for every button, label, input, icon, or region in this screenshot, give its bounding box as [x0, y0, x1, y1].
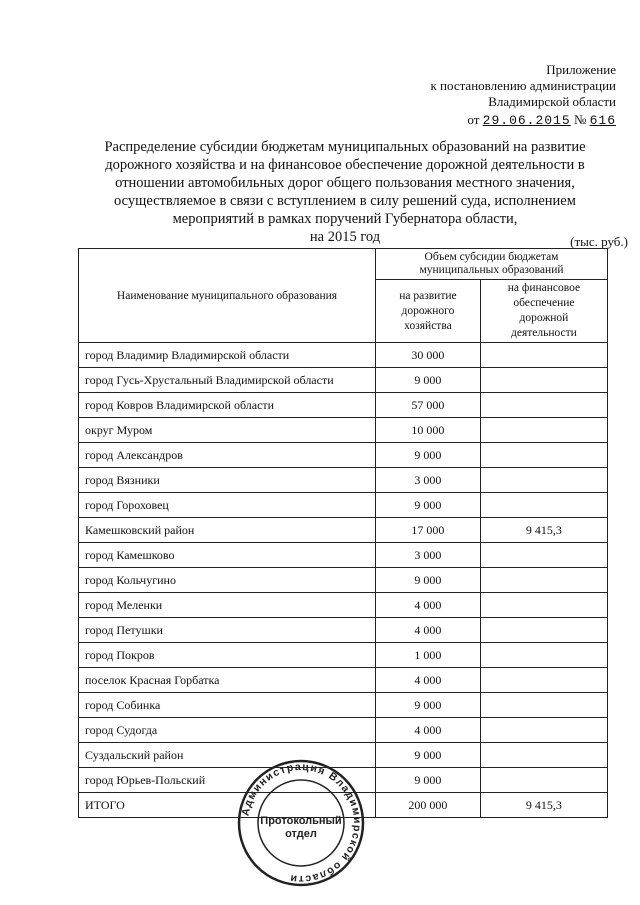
- appendix-title: Приложение: [546, 62, 616, 77]
- road-activity-value: [480, 618, 607, 643]
- road-activity-value: [480, 668, 607, 693]
- road-activity-value: [480, 568, 607, 593]
- road-activity-value: [480, 543, 607, 568]
- road-activity-value: [480, 643, 607, 668]
- header-text: Объем субсидии бюджетам: [424, 251, 559, 263]
- date-prefix: от: [467, 112, 480, 127]
- road-activity-value: [480, 593, 607, 618]
- municipality-name: город Меленки: [79, 593, 376, 618]
- stamp-ring-text: Администрация Владимирской области: [239, 760, 364, 886]
- stamp-center-line1: Протокольный: [260, 815, 342, 827]
- municipality-name: город Владимир Владимирской области: [79, 343, 376, 368]
- header-text: дорожной: [519, 312, 569, 324]
- stamp-center-line2: отдел: [285, 828, 317, 840]
- appendix-date-line: [356, 112, 616, 129]
- road-development-value: 57 000: [376, 393, 481, 418]
- title-line: осуществляемое в связи с вступлением в силу решений суда, исполнением: [114, 193, 576, 209]
- municipality-name: город Покров: [79, 643, 376, 668]
- title-line: мероприятий в рамках поручений Губернатора области,: [172, 211, 518, 227]
- road-activity-value: [480, 393, 607, 418]
- table-row: [79, 593, 608, 618]
- road-activity-value: [480, 343, 607, 368]
- table-row: [79, 718, 608, 743]
- road-activity-value: [480, 718, 607, 743]
- table-row: [79, 693, 608, 718]
- table-row: [79, 343, 608, 368]
- document-title: [70, 138, 620, 246]
- road-activity-value: [480, 768, 607, 793]
- appendix-decree: к постановлению администрации: [430, 78, 616, 93]
- road-development-value: 10 000: [376, 418, 481, 443]
- road-development-value: 4 000: [376, 593, 481, 618]
- municipality-name: Суздальский район: [79, 743, 376, 768]
- road-development-value: 3 000: [376, 468, 481, 493]
- table-row: [79, 668, 608, 693]
- number-prefix: №: [573, 112, 587, 127]
- table-row: [79, 518, 608, 543]
- table-row: [79, 393, 608, 418]
- municipality-name: Камешковский район: [79, 518, 376, 543]
- header-text: обеспечение: [513, 297, 575, 309]
- appendix-region: Владимирской области: [488, 94, 616, 109]
- header-text: муниципальных образований: [419, 264, 564, 276]
- road-activity-value: [480, 368, 607, 393]
- municipality-name: город Гусь-Хрустальный Владимирской области: [79, 368, 376, 393]
- table-row: [79, 418, 608, 443]
- header-text: дорожного: [401, 304, 455, 317]
- municipality-name: город Александров: [79, 443, 376, 468]
- municipality-name: город Кольчугино: [79, 568, 376, 593]
- table-row: [79, 618, 608, 643]
- header-text: на развитие: [399, 289, 457, 302]
- road-development-value: 9 000: [376, 493, 481, 518]
- municipality-name: город Собинка: [79, 693, 376, 718]
- header-text: хозяйства: [404, 319, 452, 332]
- table-row: [79, 368, 608, 393]
- road-activity-value: [480, 468, 607, 493]
- title-line: на 2015 год: [309, 229, 381, 245]
- appendix-header: [356, 62, 616, 129]
- table-row: [79, 468, 608, 493]
- title-line: отношении автомобильных дорог общего пользования местного значения,: [115, 175, 575, 191]
- decree-number: 616: [589, 113, 616, 128]
- municipality-name: город Вязники: [79, 468, 376, 493]
- road-development-value: 9 000: [376, 443, 481, 468]
- total-road-activity: 9 415,3: [480, 793, 607, 818]
- municipality-name: город Гороховец: [79, 493, 376, 518]
- table-row: [79, 568, 608, 593]
- municipality-name: город Ковров Владимирской области: [79, 393, 376, 418]
- header-subsidy-volume: [376, 249, 608, 280]
- road-development-value: 9 000: [376, 368, 481, 393]
- title-line: Распределение субсидии бюджетам муниципальных образований на развитие: [104, 139, 586, 155]
- header-road-activity: [480, 280, 607, 343]
- road-development-value: 3 000: [376, 543, 481, 568]
- header-text: на финансовое: [507, 282, 581, 294]
- table-body: [79, 343, 608, 818]
- header-road-development: [376, 280, 481, 343]
- road-development-value: 9 000: [376, 693, 481, 718]
- road-development-value: 4 000: [376, 718, 481, 743]
- title-line: дорожного хозяйства и на финансовое обеспечение дорожной деятельности в: [105, 157, 585, 173]
- road-activity-value: [480, 443, 607, 468]
- municipality-name: город Камешково: [79, 543, 376, 568]
- table-row: [79, 443, 608, 468]
- road-activity-value: [480, 493, 607, 518]
- total-road-development: 200 000: [376, 793, 481, 818]
- table-row: [79, 543, 608, 568]
- official-stamp: [236, 758, 366, 888]
- municipality-name: город Судогда: [79, 718, 376, 743]
- road-activity-value: 9 415,3: [480, 518, 607, 543]
- road-activity-value: [480, 743, 607, 768]
- subsidy-table: [78, 248, 608, 818]
- municipality-name: город Юрьев-Польский: [79, 768, 376, 793]
- road-development-value: 4 000: [376, 668, 481, 693]
- total-label: ИТОГО: [79, 793, 376, 818]
- road-development-value: 4 000: [376, 618, 481, 643]
- header-name: Наименование муниципального образования: [79, 249, 376, 343]
- table-row: [79, 643, 608, 668]
- road-development-value: 17 000: [376, 518, 481, 543]
- units-label: (тыс. руб.): [570, 234, 628, 249]
- table-row: [79, 493, 608, 518]
- road-activity-value: [480, 693, 607, 718]
- municipality-name: город Петушки: [79, 618, 376, 643]
- header-text: деятельности: [511, 327, 577, 339]
- road-development-value: 30 000: [376, 343, 481, 368]
- municipality-name: поселок Красная Горбатка: [79, 668, 376, 693]
- municipality-name: округ Муром: [79, 418, 376, 443]
- road-development-value: 9 000: [376, 768, 481, 793]
- decree-date: 29.06.2015: [482, 113, 571, 128]
- road-development-value: 1 000: [376, 643, 481, 668]
- road-activity-value: [480, 418, 607, 443]
- road-development-value: 9 000: [376, 568, 481, 593]
- road-development-value: 9 000: [376, 743, 481, 768]
